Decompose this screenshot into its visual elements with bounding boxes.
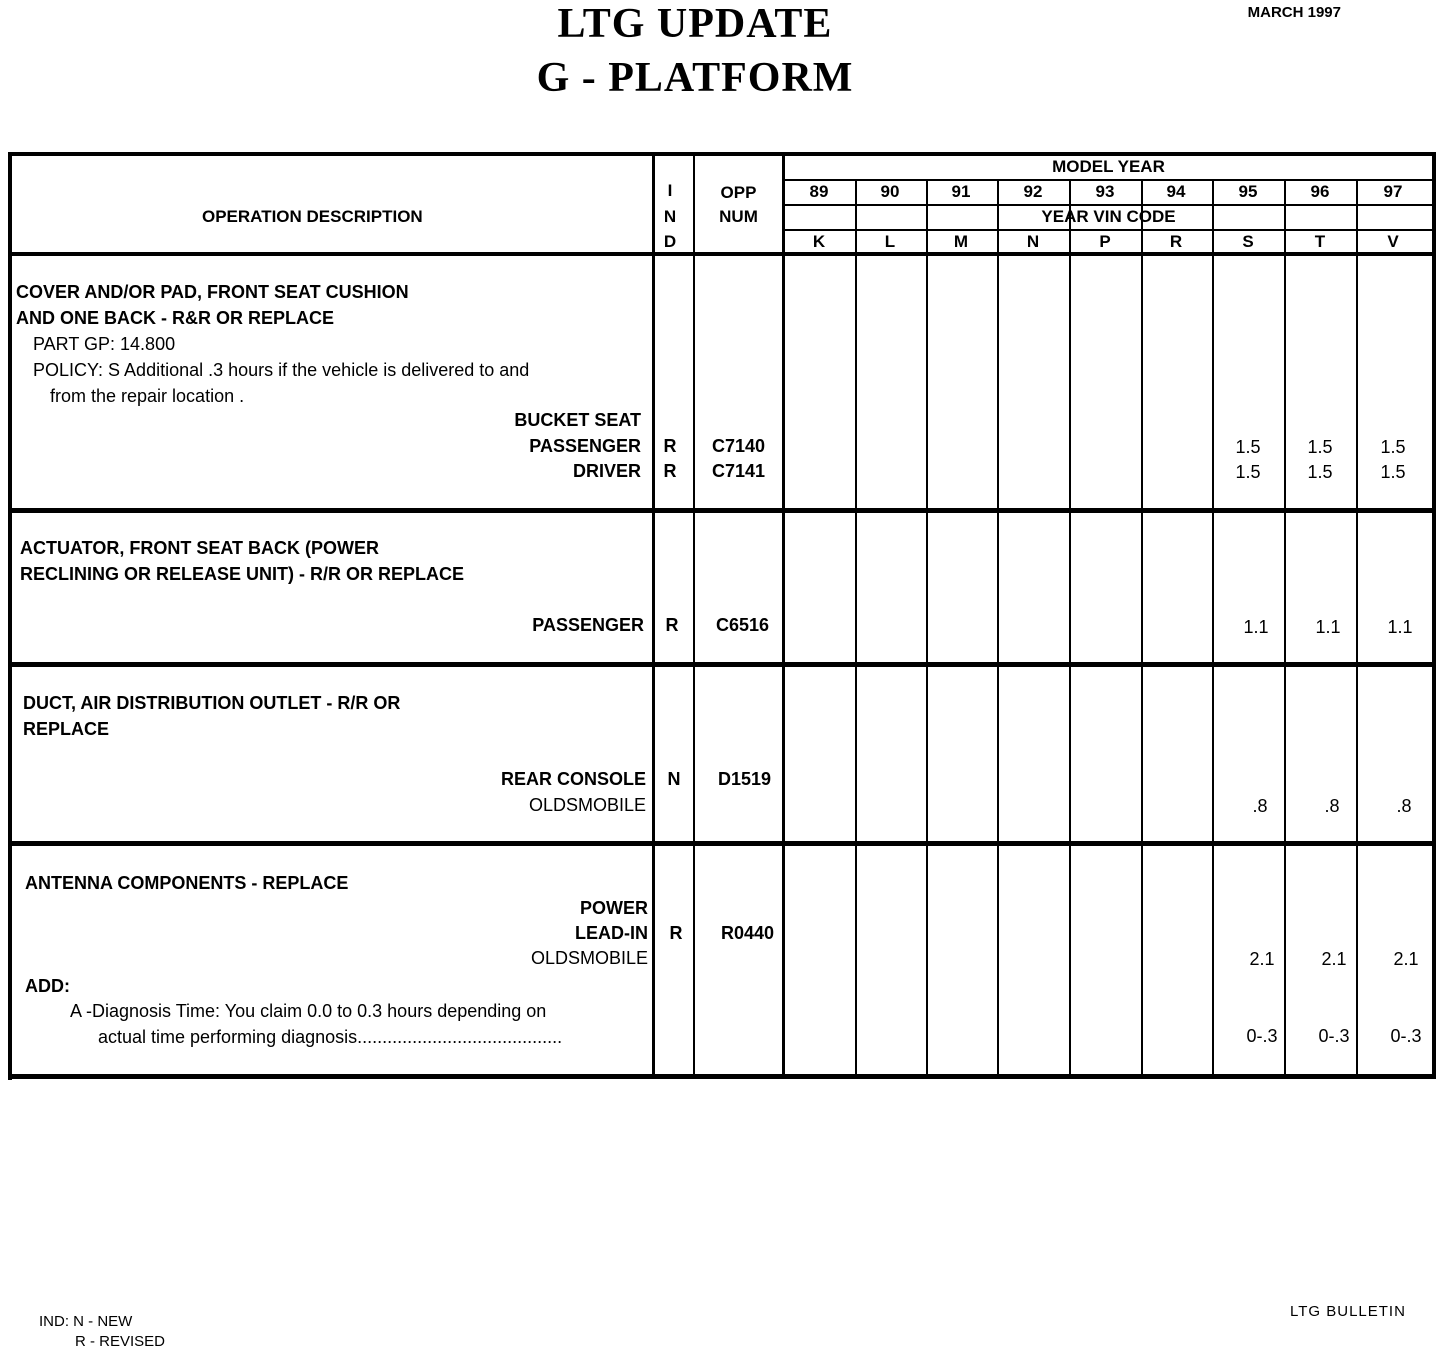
ind-header-n: N: [663, 207, 677, 226]
vin-code-n: N: [1026, 232, 1040, 251]
row-label: LEAD-IN: [575, 923, 648, 943]
policy-note: from the repair location .: [50, 386, 245, 406]
year-89: 89: [809, 182, 829, 201]
year-91: 91: [951, 182, 971, 201]
bulletin-date: MARCH 1997: [1247, 4, 1341, 21]
page-subtitle: G - PLATFORM: [536, 55, 854, 101]
vin-code-l: L: [884, 232, 896, 251]
year-92: 92: [1023, 182, 1043, 201]
row-opp: C7141: [711, 461, 766, 481]
labor-time-97: 1.5: [1380, 462, 1406, 482]
year-95: 95: [1238, 182, 1258, 201]
row-label: PASSENGER: [529, 436, 641, 456]
labor-time-95: 1.5: [1235, 437, 1261, 457]
labor-time-95: 2.1: [1249, 949, 1275, 969]
labor-time-96: 2.1: [1321, 949, 1347, 969]
row-opp: R0440: [720, 923, 775, 943]
labor-time-97: 1.1: [1387, 617, 1413, 637]
row-label: OLDSMOBILE: [530, 948, 648, 968]
model-year-header: MODEL YEAR: [1052, 157, 1165, 176]
legend-ind-revised: R - REVISED: [75, 1333, 166, 1350]
row-label: OLDSMOBILE: [528, 795, 646, 815]
row-ind: N: [667, 769, 681, 789]
row-ind: R: [663, 436, 677, 456]
vin-code-k: K: [812, 232, 826, 251]
part-group: PART GP: 14.800: [33, 334, 176, 354]
add-label: ADD:: [25, 976, 70, 996]
year-93: 93: [1095, 182, 1115, 201]
row-ind: R: [665, 615, 679, 635]
section-heading: REPLACE: [23, 719, 110, 739]
labor-time-96: 1.5: [1307, 437, 1333, 457]
diagnosis-time-95: 0-.3: [1246, 1026, 1278, 1046]
diagnosis-note: A -Diagnosis Time: You claim 0.0 to 0.3 hours depending on: [70, 1001, 547, 1021]
labor-time-97: 1.5: [1380, 437, 1406, 457]
row-opp: C7140: [711, 436, 766, 456]
vin-code-m: M: [953, 232, 969, 251]
opp-header: OPP: [720, 183, 757, 202]
row-label: DRIVER: [572, 461, 641, 481]
subheading: BUCKET SEAT: [514, 410, 641, 430]
year-vin-code-header: YEAR VIN CODE: [1041, 207, 1176, 226]
section-heading: ACTUATOR, FRONT SEAT BACK (POWER: [20, 538, 379, 558]
section-heading: COVER AND/OR PAD, FRONT SEAT CUSHION: [16, 282, 409, 302]
section-heading: RECLINING OR RELEASE UNIT) - R/R OR REPLACE: [20, 564, 465, 584]
labor-time-95: 1.1: [1243, 617, 1269, 637]
row-ind: R: [663, 461, 677, 481]
section-heading: DUCT, AIR DISTRIBUTION OUTLET - R/R OR: [23, 693, 401, 713]
ind-header-i: I: [667, 181, 673, 200]
operation-description-header: OPERATION DESCRIPTION: [202, 207, 423, 226]
bulletin-label: LTG BULLETIN: [1290, 1303, 1406, 1320]
labor-time-96: 1.5: [1307, 462, 1333, 482]
policy-note: POLICY: S Additional .3 hours if the vehicle is delivered to and: [33, 360, 530, 380]
legend-ind-new: IND: N - NEW: [39, 1313, 133, 1330]
row-opp: C6516: [715, 615, 770, 635]
section-heading: AND ONE BACK - R&R OR REPLACE: [16, 308, 335, 328]
labor-time-97: 2.1: [1393, 949, 1419, 969]
row-label: REAR CONSOLE: [500, 769, 646, 789]
row-label: PASSENGER: [532, 615, 644, 635]
vin-code-v: V: [1387, 232, 1399, 251]
row-opp: D1519: [717, 769, 772, 789]
row-label: POWER: [579, 898, 648, 918]
page-title: LTG UPDATE: [557, 1, 833, 47]
vin-code-s: S: [1242, 232, 1254, 251]
year-96: 96: [1310, 182, 1330, 201]
diagnosis-time-97: 0-.3: [1390, 1026, 1422, 1046]
num-header: NUM: [719, 207, 758, 226]
vin-code-p: P: [1099, 232, 1111, 251]
year-97: 97: [1383, 182, 1403, 201]
labor-time-95: .8: [1252, 796, 1268, 816]
row-ind: R: [669, 923, 683, 943]
section-heading: ANTENNA COMPONENTS - REPLACE: [25, 873, 349, 893]
vin-code-t: T: [1314, 232, 1326, 251]
ind-header-d: D: [663, 232, 677, 251]
labor-time-97: .8: [1396, 796, 1412, 816]
year-94: 94: [1166, 182, 1186, 201]
diagnosis-time-96: 0-.3: [1318, 1026, 1350, 1046]
vin-code-r: R: [1169, 232, 1183, 251]
labor-time-96: .8: [1324, 796, 1340, 816]
labor-time-95: 1.5: [1235, 462, 1261, 482]
year-90: 90: [880, 182, 900, 201]
diagnosis-note: actual time performing diagnosis.........................................: [98, 1027, 563, 1047]
labor-time-96: 1.1: [1315, 617, 1341, 637]
